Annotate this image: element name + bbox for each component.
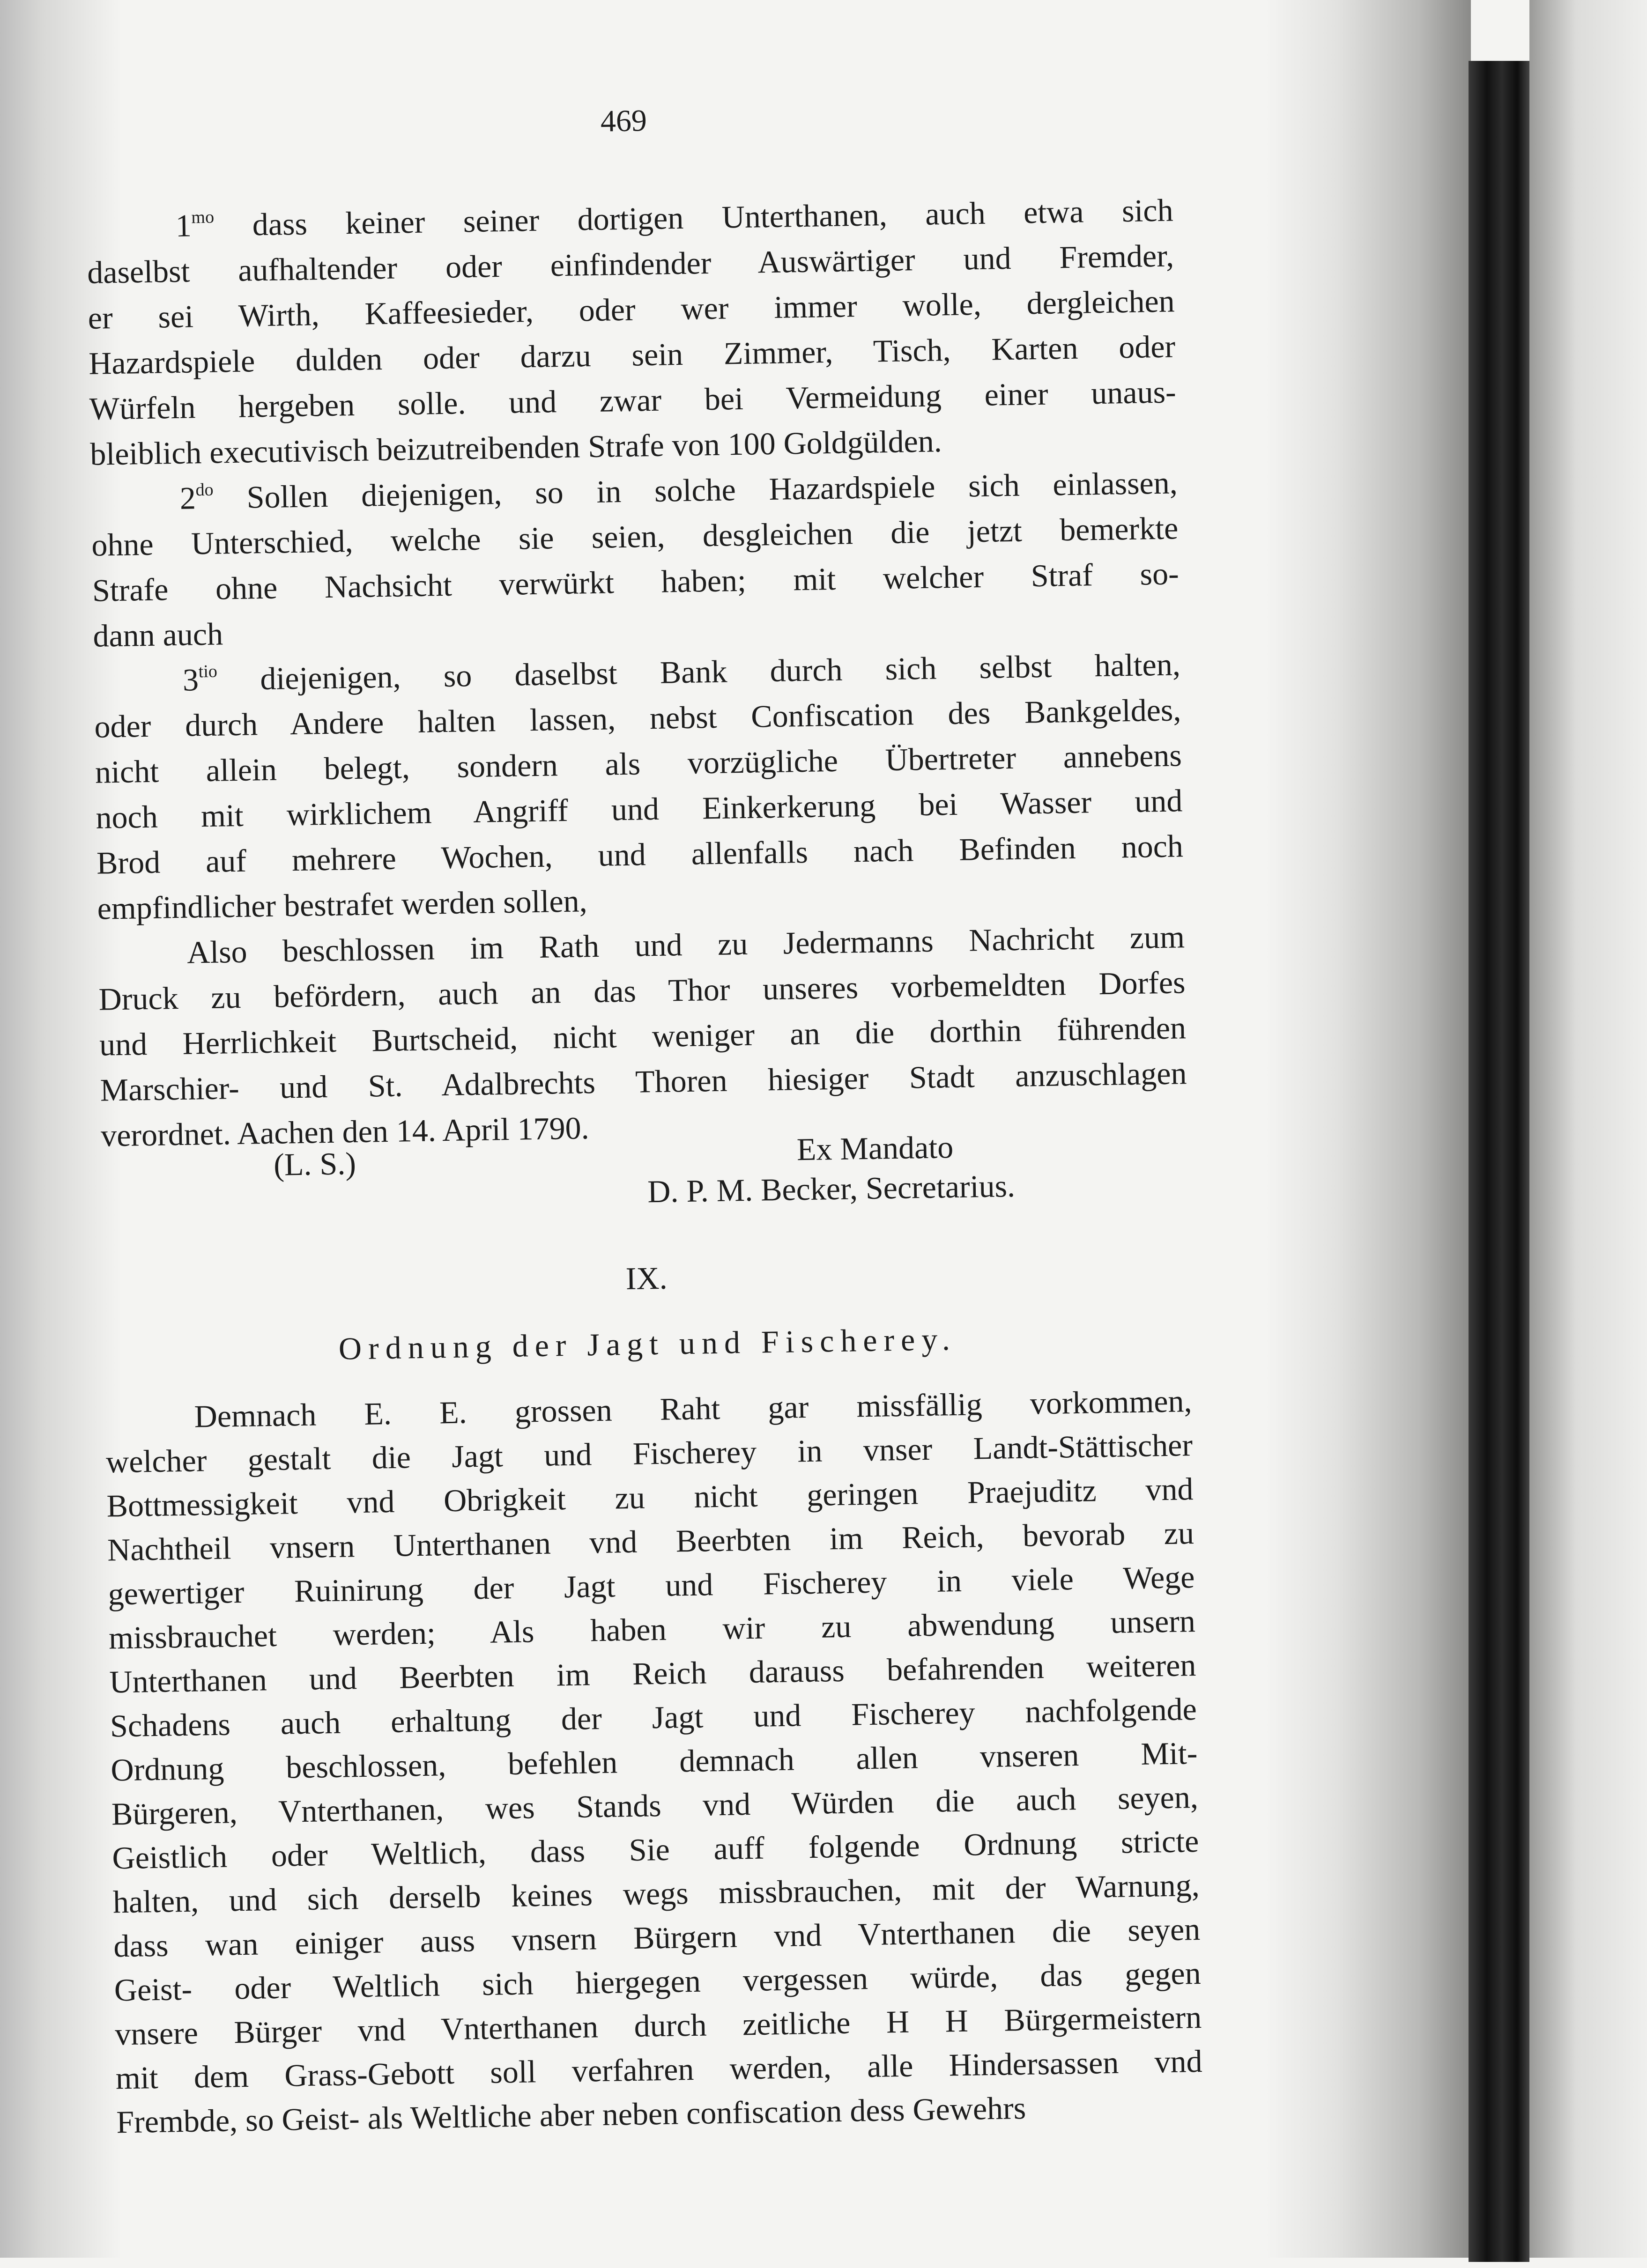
line-text: mit dem Grass-Gebott soll verfahren werden, alle Hindersassen vnd [115, 2043, 1203, 2096]
line-text: verordnet. Aachen den 14. April 1790. [100, 1110, 590, 1153]
line-text: Hazardspiele dulden oder darzu sein Zimmer, Tisch, Karten oder [88, 328, 1176, 381]
marker-number: 1 [175, 207, 192, 244]
section-2-body [105, 1379, 1203, 2144]
line-text: Marschier- und St. Adalbrechts Thoren hiesiger Stadt anzuschlagen [100, 1055, 1187, 1108]
marker-superscript: do [195, 480, 214, 500]
line-text: nicht allein belegt, sondern als vorzügliche Übertreter annebens [95, 737, 1182, 790]
marker-superscript: tio [198, 661, 218, 682]
line-text: Geistlich oder Weltlich, dass Sie auff folgende Ordnung stricte [111, 1823, 1199, 1876]
line-text: empfindlicher bestrafet werden sollen, [97, 883, 588, 926]
page-number: 469 [600, 103, 647, 139]
line-text: bleiblich executivisch beizutreibenden Strafe von 100 Goldgülden. [89, 423, 942, 472]
marker-number: 2 [179, 480, 196, 516]
line-text: daselbst aufhaltender oder einfindender Auswärtiger und Fremder, [87, 237, 1174, 290]
line-text: dass keiner seiner dortigen Unterthanen, auch etwa sich [252, 192, 1174, 243]
line-text: missbrauchet werden; Als haben wir zu abwendung unsern [108, 1603, 1196, 1656]
line-text: er sei Wirth, Kaffeesieder, oder wer immer wolle, dergleichen [88, 283, 1175, 336]
line-text: und Herrlichkeit Burtscheid, nicht weniger an die dorthin führenden [99, 1010, 1187, 1063]
line-text: oder durch Andere halten lassen, nebst Confiscation des Bankgeldes, [94, 692, 1181, 745]
signature: D. P. M. Becker, Secretarius. [647, 1167, 1016, 1210]
ex-mandato: Ex Mandato [796, 1129, 954, 1167]
enumeration-marker [175, 207, 215, 244]
paragraph-3tio [93, 642, 1184, 931]
line-text: Würfeln hergeben solle. und zwar bei Vermeidung einer unaus- [89, 374, 1177, 427]
paragraph-1mo [86, 187, 1177, 477]
section-1-body [86, 187, 1188, 1158]
line-text: gewertiger Ruinirung der Jagt und Fischerey in viele Wege [108, 1559, 1195, 1612]
paragraph-2do [90, 460, 1180, 658]
line-text: dass wan einiger auss vnsern Bürgern vnd Vnterthanen die seyen [113, 1911, 1201, 1964]
line-text: Demnach E. E. grossen Raht gar missfällig vorkommen, [194, 1383, 1193, 1434]
section-numeral: IX. [625, 1260, 668, 1297]
line-text: Also beschlossen im Rath und zu Jedermanns Nachricht zum [186, 919, 1185, 970]
line-text: dann auch [92, 616, 223, 654]
line-text: welcher gestalt die Jagt und Fischerey in vnser Landt-Stättischer [105, 1427, 1193, 1480]
line-text: Sollen diejenigen, so in solche Hazardspiele sich einlassen, [246, 465, 1178, 515]
line-text: Bürgeren, Vnterthanen, wes Stands vnd Würden die auch seyen, [111, 1779, 1199, 1832]
line-text: noch mit wirklichem Angriff und Einkerkerung bei Wasser und [95, 783, 1183, 835]
enumeration-marker [179, 480, 214, 516]
line-text: Schadens auch erhaltung der Jagt und Fischerey nachfolgende [110, 1691, 1197, 1744]
line-text: Geist- oder Weltlich sich hiergegen vergessen würde, das gegen [114, 1955, 1202, 2008]
line-text: vnsere Bürger vnd Vnterthanen durch zeitliche H H Bürgermeistern [114, 1999, 1202, 2052]
line-text: Frembde, so Geist- als Weltliche aber neben confiscation dess Gewehrs [116, 2090, 1026, 2140]
line-text: diejenigen, so daselbst Bank durch sich selbst halten, [260, 646, 1181, 697]
line-text: Strafe ohne Nachsicht verwürkt haben; mit welcher Straf so- [92, 555, 1180, 608]
line-text: Druck zu befördern, auch an das Thor unseres vorbemeldten Dorfes [98, 964, 1186, 1017]
line-text: Unterthanen und Beerbten im Reich darauss befahrenden weiteren [109, 1647, 1196, 1700]
line-text: Ordnung beschlossen, befehlen demnach allen vnseren Mit- [110, 1735, 1198, 1788]
enumeration-marker [182, 662, 217, 698]
section-title: Ordnung der Jagt und Fischerey. [338, 1321, 957, 1367]
marker-superscript: mo [191, 207, 215, 228]
line-text: Nachtheil vnsern Unterthanen vnd Beerbten im Reich, bevorab zu [107, 1515, 1194, 1568]
line-text: Brod auf mehrere Wochen, und allenfalls nach Befinden noch [96, 828, 1184, 881]
line-text: halten, und sich derselb keines wegs missbrauchen, mit der Warnung, [112, 1867, 1200, 1920]
line-text: ohne Unterschied, welche sie seien, desgleichen die jetzt bemerkte [91, 510, 1179, 563]
marker-number: 3 [182, 662, 199, 698]
seal-mark: (L. S.) [273, 1145, 356, 1182]
line-text: Bottmessigkeit vnd Obrigkeit zu nicht geringen Praejuditz vnd [106, 1471, 1194, 1524]
paragraph-conclusion [97, 914, 1187, 1158]
